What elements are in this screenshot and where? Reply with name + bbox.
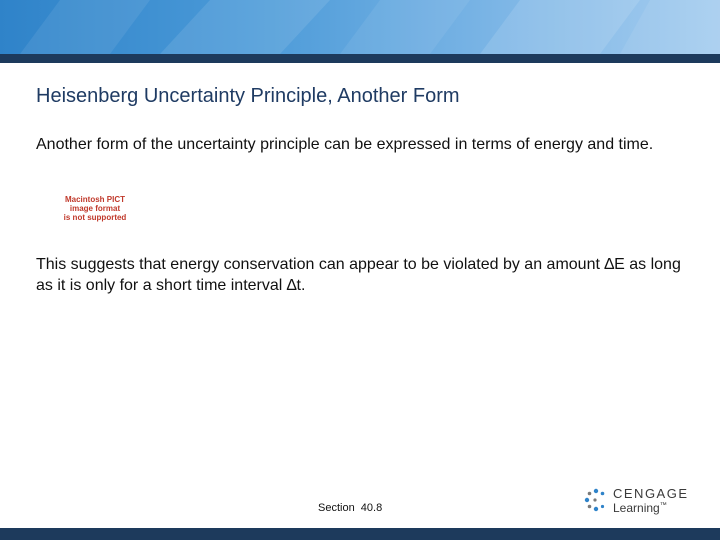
placeholder-line-3: is not supported [63,213,127,222]
cengage-mark-icon [584,488,608,512]
placeholder-line-2: image format [69,204,121,213]
body-paragraph-1: Another form of the uncertainty principle can be expressed in terms of energy and time. [36,136,654,153]
top-divider-stripe [0,54,720,63]
bottom-stripe [0,528,720,540]
cengage-logo [584,486,694,518]
logo-sub-word: Learning [613,501,660,515]
slide-title: Heisenberg Uncertainty Principle, Another Form [36,85,460,107]
top-banner [0,0,720,54]
body-paragraph-2: This suggests that energy conservation can appear to be violated by an amount ∆E as long as it is only for a short time interval ∆t. [36,256,681,294]
logo-brand-text: CENGAGE [613,486,689,501]
unsupported-image-placeholder [54,195,136,222]
placeholder-line-1: Macintosh PICT [64,195,125,204]
logo-sub-text [613,501,667,515]
logo-trademark: ™ [659,502,667,509]
banner-pattern [0,0,720,54]
section-label: Section 40.8 [318,502,383,514]
